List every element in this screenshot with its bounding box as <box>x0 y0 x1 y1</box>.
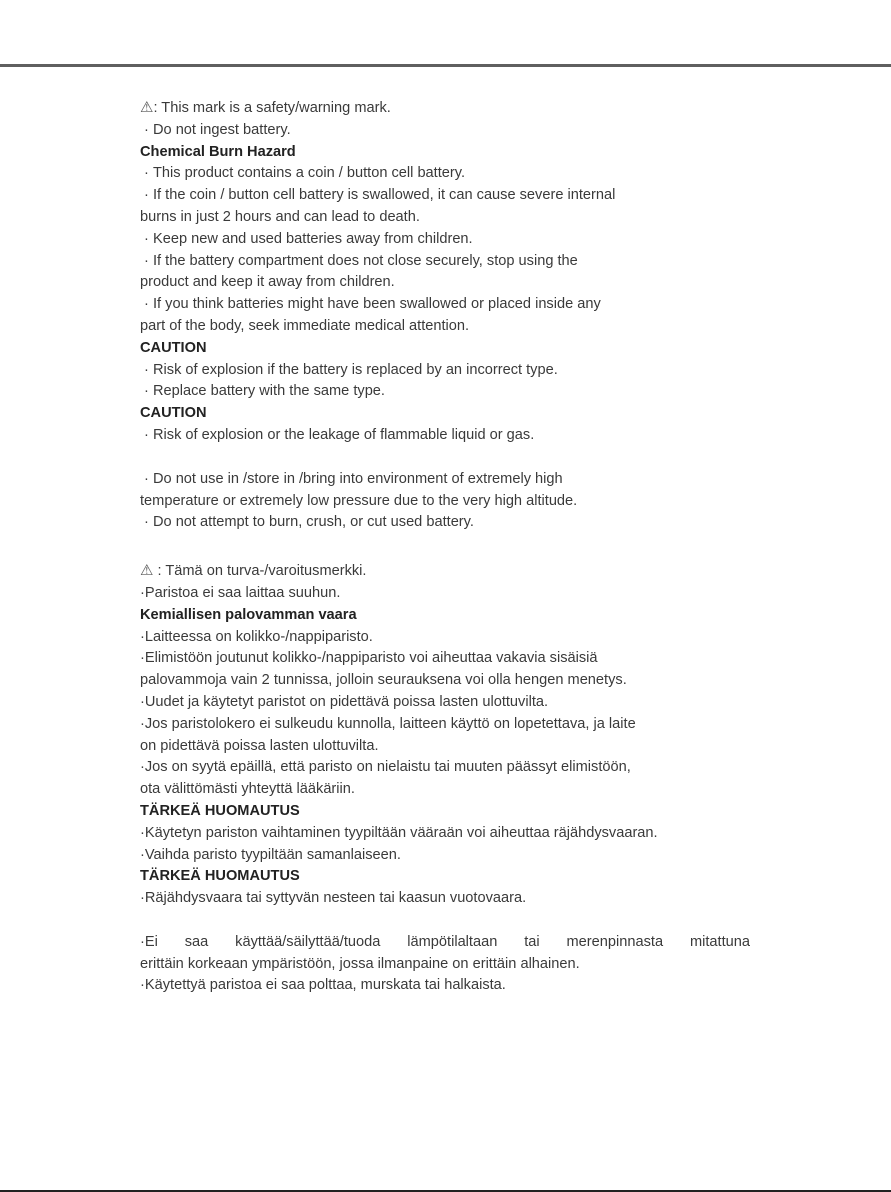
list-item-continuation: burns in just 2 hours and can lead to death. <box>140 208 420 225</box>
list-item: · Keep new and used batteries away from children. <box>140 229 750 251</box>
list-item: · If the battery compartment does not close securely, stop using the <box>140 251 750 273</box>
spacer <box>140 447 750 469</box>
list-item-continuation: erittäin korkeaan ympäristöön, jossa ilmanpaine on erittäin alhainen. <box>140 955 580 972</box>
spacer <box>140 534 750 560</box>
list-item: · Räjähdysvaara tai syttyvän nesteen tai kaasun vuotovaara. <box>140 888 750 910</box>
list-item: · Käytettyä paristoa ei saa polttaa, murskata tai halkaista. <box>140 975 750 997</box>
battery-safety-text <box>140 97 750 997</box>
list-item-continuation: temperature or extremely low pressure due to the very high altitude. <box>140 492 578 509</box>
list-item: · Risk of explosion or the leakage of flammable liquid or gas. <box>140 425 750 447</box>
list-item: · Do not attempt to burn, crush, or cut used battery. <box>140 512 750 534</box>
header-rule <box>0 64 891 67</box>
list-item-continuation: palovammoja vain 2 tunnissa, jolloin seurauksena voi olla hengen menetys. <box>140 672 627 689</box>
section-heading: TÄRKEÄ HUOMAUTUS <box>140 802 300 819</box>
list-item: · Risk of explosion if the battery is replaced by an incorrect type. <box>140 360 750 382</box>
spacer <box>140 910 750 932</box>
list-item: · Jos paristolokero ei sulkeudu kunnolla, laitteen käyttö on lopetettava, ja laite <box>140 714 750 736</box>
list-item: · If you think batteries might have been swallowed or placed inside any <box>140 294 750 316</box>
list-item: · If the coin / button cell battery is swallowed, it can cause severe internal <box>140 185 750 207</box>
warning-triangle-icon: ⚠ <box>140 99 154 116</box>
warning-triangle-icon: ⚠ <box>140 562 154 580</box>
list-item: · Uudet ja käytetyt paristot on pidettävä poissa lasten ulottuvilta. <box>140 692 750 714</box>
section-heading: Kemiallisen palovamman vaara <box>140 606 357 623</box>
list-item: · Elimistöön joutunut kolikko-/nappiparisto voi aiheuttaa vakavia sisäisiä <box>140 648 750 670</box>
list-item: · Jos on syytä epäillä, että paristo on nielaistu tai muuten päässyt elimistöön, <box>140 757 750 779</box>
list-item-continuation: ota välittömästi yhteyttä lääkäriin. <box>140 781 355 798</box>
list-item: · This product contains a coin / button cell battery. <box>140 163 750 185</box>
list-item: · Paristoa ei saa laittaa suuhun. <box>140 583 750 605</box>
list-item: · Do not use in /store in /bring into environment of extremely high <box>140 469 750 491</box>
warning-mark-line-en: ⚠: This mark is a safety/warning mark. <box>140 97 750 120</box>
list-item: · Laitteessa on kolikko-/nappiparisto. <box>140 627 750 649</box>
list-item: · Replace battery with the same type. <box>140 381 750 403</box>
list-item: · Do not ingest battery. <box>140 120 750 142</box>
section-heading: TÄRKEÄ HUOMAUTUS <box>140 868 300 885</box>
list-item: · Ei saa käyttää/säilyttää/tuoda lämpötilaltaan tai merenpinnasta mitattuna <box>140 932 750 954</box>
warning-mark-line-fi: ⚠ : Tämä on turva-/varoitusmerkki. <box>140 560 750 583</box>
list-item-continuation: on pidettävä poissa lasten ulottuvilta. <box>140 737 379 754</box>
section-heading: Chemical Burn Hazard <box>140 143 296 160</box>
list-item: · Käytetyn pariston vaihtaminen tyypiltään vääraän voi aiheuttaa räjähdysvaaran. <box>140 823 750 845</box>
list-item-continuation: product and keep it away from children. <box>140 274 395 291</box>
section-heading: CAUTION <box>140 339 207 356</box>
list-item-continuation: part of the body, seek immediate medical attention. <box>140 317 470 334</box>
list-item: · Vaihda paristo tyypiltään samanlaiseen. <box>140 845 750 867</box>
section-heading: CAUTION <box>140 405 207 422</box>
